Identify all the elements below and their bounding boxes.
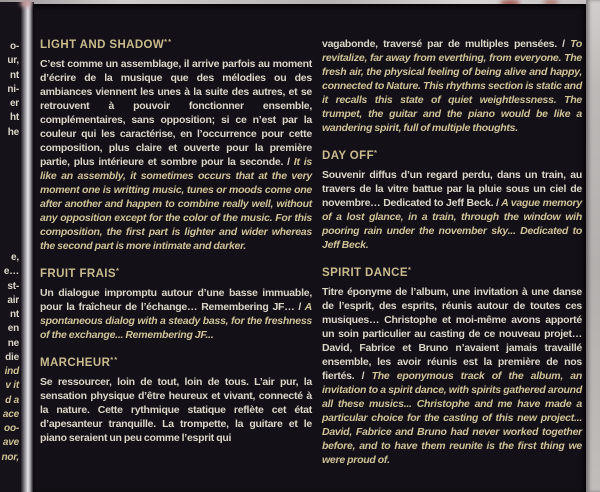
french-text: Un dialogue impromptu autour d’une basse immuable, pour la fraîcheur de l’échange… Remembering JF… / [40,287,312,313]
section-text-marcheur-continued [322,37,582,135]
english-text: The eponymous track of the album, an invitation to a spirit dance, with spirits gathered around all these musics... Christophe and me have made a particular choice for the casting of this new project... David, Fabrice and Bruno had never worked together before, and to have them reunite is the first thing we were proud of. [322,370,582,466]
section-text-day-off [322,168,582,252]
section-header-fruit-frais [40,266,312,280]
liner-notes-page [33,4,586,492]
section-title: MARCHEUR [40,357,111,369]
section-text-spirit-dance [322,285,582,467]
section-text-marcheur [40,375,312,445]
english-text: It is like an assembly, it sometimes occurs that at the very moment one is writting music, tunes or moods come one after another and happen to combine really well, without any opposition except for the color of the music. For this composition, the first part is lighter and wider whereas the second part is more intimate and darker. [40,156,312,252]
french-text: Souvenir diffus d’un regard perdu, dans un train, au travers de la vitre battue par la pluie sous un ciel de novembre… Dedicated to Jeff Beck. / [322,169,582,209]
french-text: vagabonde, traversé par de multiples pensées. / [322,38,565,50]
section-title: FRUIT FRAIS [40,268,116,280]
section-header-marcheur [40,355,312,369]
english-text: To revitalize, far away from everthing, from everyone. The fresh air, the physical feeling of being alive and happy, connected to Nature. This rhythms section is static and it recalls this state of quiet weightlessness. The trumpet, the guitar and the piano would be like a wandering spirit, full of multiple thoughts. [322,38,583,134]
section-title: LIGHT AND SHADOW [40,39,165,51]
section-text-fruit-frais [40,286,312,342]
credit-marks: ** [110,355,119,364]
facing-page-text-fragments-bottom: ind v it d a ace oo- ave nor, [1,366,19,463]
section-text-light-and-shadow [40,57,312,253]
section-header-spirit-dance [322,265,582,279]
french-text: C’est comme un assemblage, il arrive parfois au moment d’écrire de la musique que des mélodies ou des ambiances viennent les unes à la suite des autres, et se retrouvent à pouvoir fonctionner ensemble, complémentaires, sans opposition; si ce n’est par la couleur qui les caractérise, en l’occurrence pour cette composition, plus claire et ouverte pour la première partie, plus intérieure et sombre pour la seconde. / [40,58,312,168]
credit-marks: ** [164,37,173,46]
french-text: Se ressourcer, loin de tout, loin de tous. L’air pur, la sensation physique d’être heureux et vivant, connecté à la nature. Cette rythmique statique reflète cet état d’apesanteur tranquille. La trompette, la guitare et le piano seraient un peu comme l’esprit qui [40,376,312,444]
facing-page-strip [0,2,22,492]
facing-page-text-fragments-middle: e, e… st- air nt en ne die [3,252,19,364]
french-text: Titre éponyme de l’album, une invitation à une danse de l’esprit, des esprits, réunis autour de toutes ces musiques… Christophe et moi-même avons apporté un soin particulier au casting de ce nouveau projet… David, Fabrice et Bruno n’avaient jamais travaillé ensemble, les avoir réunis est la première de nos fiertés. / [322,286,582,382]
credit-marks: * [374,148,378,157]
section-header-day-off [322,148,582,162]
english-text: A spontaneous dialog with a steady bass, for the freshness of the exchange... Remembering JF... [40,301,312,341]
credit-marks: * [115,266,120,275]
right-text-column [322,37,582,479]
english-text: A vague memory of a lost glance, in a train, through the window wih pooring rain under the november sky... Dedicated to Jeff Beck. [322,197,582,251]
section-title: DAY OFF [322,150,375,162]
facing-page-text-fragments-top: o- ur, nt ni- er ht he [7,41,19,138]
section-header-light-and-shadow [40,37,312,51]
background-smudge [20,0,32,7]
left-text-column [40,37,312,457]
credit-marks: * [407,265,412,274]
booklet-paper-edge [586,0,600,492]
section-title: SPIRIT DANCE [322,267,408,279]
